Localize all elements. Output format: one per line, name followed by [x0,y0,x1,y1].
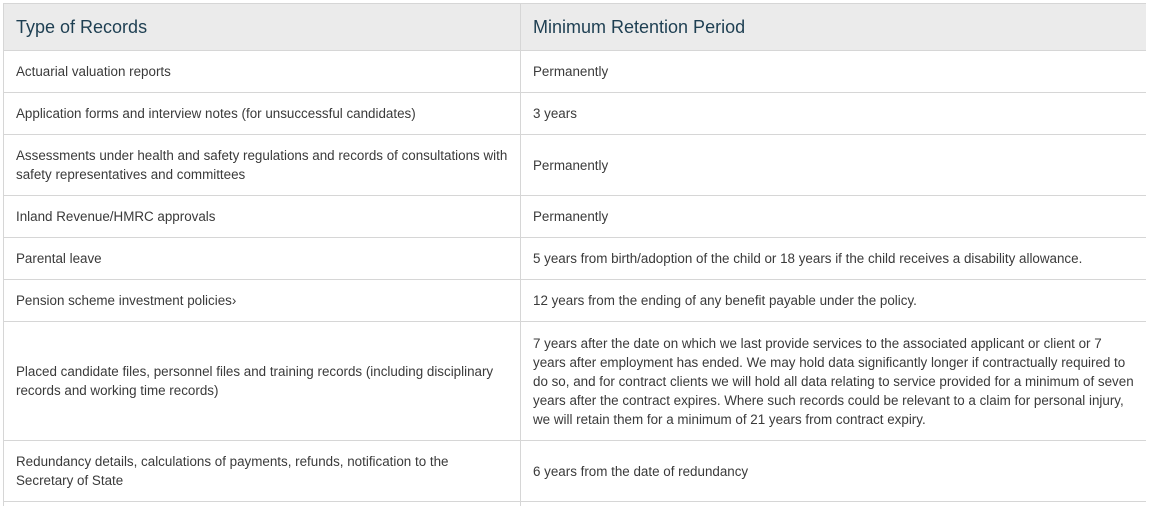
table-row [4,196,1147,238]
retention-period-cell: Permanently [521,135,1147,196]
retention-period-cell: 3 years [521,93,1147,135]
retention-period-cell: 6 years from the date of redundancy [521,441,1147,502]
record-type-cell: Inland Revenue/HMRC approvals [4,196,521,238]
retention-period-cell: Permanently [521,196,1147,238]
header-type-of-records: Type of Records [4,4,521,51]
record-type-cell: Application forms and interview notes (for unsuccessful candidates) [4,93,521,135]
retention-table [3,3,1146,506]
retention-table-container [3,3,1146,506]
table-row [4,93,1147,135]
record-type-cell: Pension scheme investment policies› [4,280,521,322]
table-row [4,502,1147,506]
retention-period-cell: 12 years from the ending of any benefit payable under the policy. [521,280,1147,322]
header-minimum-retention-period: Minimum Retention Period [521,4,1147,51]
retention-period-cell: Permanently [521,51,1147,93]
record-type-cell [4,502,521,506]
table-row [4,322,1147,441]
record-type-cell: Placed candidate files, personnel files and training records (including disciplinary records and working time records) [4,322,521,441]
table-row [4,280,1147,322]
table-row [4,238,1147,280]
table-row [4,135,1147,196]
table-header-row [4,4,1147,51]
table-row [4,51,1147,93]
record-type-cell: Parental leave [4,238,521,280]
table-row [4,441,1147,502]
record-type-cell: Redundancy details, calculations of payments, refunds, notification to the Secretary of State [4,441,521,502]
retention-period-cell: 5 years from birth/adoption of the child or 18 years if the child receives a disability allowance. [521,238,1147,280]
retention-period-cell [521,502,1147,506]
record-type-cell: Actuarial valuation reports [4,51,521,93]
record-type-cell: Assessments under health and safety regulations and records of consultations with safety representatives and committees [4,135,521,196]
retention-period-cell: 7 years after the date on which we last provide services to the associated applicant or client or 7 years after employment has ended. We may hold data significantly longer if contractually required to do so, and for contract clients we will hold all data relating to service provided for a minimum of seven years after the contract expires. Where such records could be relevant to a claim for personal injury, we will retain them for a minimum of 21 years from contract expiry. [521,322,1147,441]
